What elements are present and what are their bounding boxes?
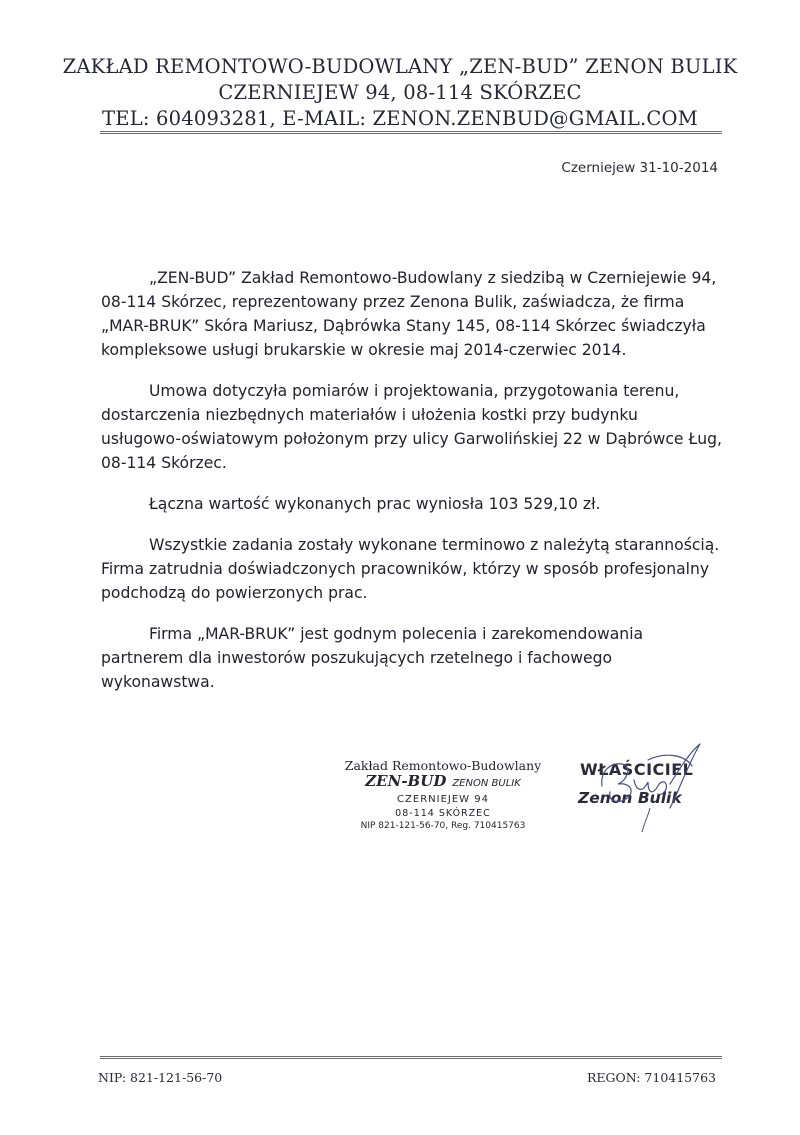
footer-divider <box>100 1056 722 1059</box>
paragraph-5 <box>101 622 727 694</box>
paragraph-line: Firma zatrudnia doświadczonych pracowników, którzy w sposób profesjonalny <box>101 560 710 578</box>
paragraph-line: „MAR-BRUK” Skóra Mariusz, Dąbrówka Stany 145, 08-114 Skórzec świadczyła <box>101 317 706 335</box>
paragraph-line: 08-114 Skórzec, reprezentowany przez Zenona Bulik, zaświadcza, że firma <box>101 293 685 311</box>
stamp-brand <box>338 773 548 792</box>
letterhead-address: CZERNIEJEW 94, 08-114 SKÓRZEC <box>218 81 582 104</box>
paragraph-line: wykonawstwa. <box>101 673 215 691</box>
stamp-line: 08-114 SKÓRZEC <box>395 808 491 819</box>
paragraph-line: Firma „MAR-BRUK” jest godnym polecenia i zarekomendowania <box>149 625 644 643</box>
document-date: Czerniejew 31-10-2014 <box>561 160 718 176</box>
handwritten-signature <box>588 738 718 838</box>
owner-title: WŁAŚCICIEL <box>580 760 694 779</box>
stamp-line: CZERNIEJEW 94 <box>397 794 489 805</box>
paragraph-line: usługowo-oświatowym położonym przy ulicy Garwolińskiej 22 w Dąbrówce Ług, <box>101 430 722 448</box>
stamp-brand-name: ZEN-BUD <box>365 772 447 790</box>
paragraph-line: Umowa dotyczyła pomiarów i projektowania, przygotowania terenu, <box>149 382 680 400</box>
company-stamp <box>338 758 548 832</box>
footer-regon: REGON: 710415763 <box>586 1070 716 1085</box>
stamp-line: NIP 821-121-56-70, Reg. 710415763 <box>360 821 526 831</box>
footer-nip: NIP: 821-121-56-70 <box>98 1070 223 1085</box>
letter-body <box>101 266 727 711</box>
letterhead <box>0 54 800 132</box>
letterhead-company-name: ZAKŁAD REMONTOWO-BUDOWLANY „ZEN-BUD” ZENON BULIK <box>62 55 738 78</box>
paragraph-2 <box>101 379 727 475</box>
owner-name: Zenon Bulik <box>578 789 682 807</box>
paragraph-line: Wszystkie zadania zostały wykonane terminowo z należytą starannością. <box>149 536 720 554</box>
paragraph-line: dostarczenia niezbędnych materiałów i ułożenia kostki przy budynku <box>101 406 638 424</box>
stamp-owner-name: ZENON BULIK <box>452 778 521 789</box>
paragraph-4 <box>101 533 727 605</box>
paragraph-line: „ZEN-BUD” Zakład Remontowo-Budowlany z siedzibą w Czerniejewie 94, <box>149 269 717 287</box>
paragraph-line: partnerem dla inwestorów poszukujących rzetelnego i fachowego <box>101 649 613 667</box>
paragraph-line: podchodzą do powierzonych prac. <box>101 584 368 602</box>
stamp-line: Zakład Remontowo-Budowlany <box>344 758 542 773</box>
paragraph-3 <box>101 492 727 516</box>
paragraph-line: 08-114 Skórzec. <box>101 454 227 472</box>
letterhead-contact: TEL: 604093281, E-MAIL: ZENON.ZENBUD@GMAIL.COM <box>102 107 698 130</box>
paragraph-1 <box>101 266 727 362</box>
header-divider <box>100 131 722 134</box>
paragraph-line: Łączna wartość wykonanych prac wyniosła 103 529,10 zł. <box>149 495 601 513</box>
paragraph-line: kompleksowe usługi brukarskie w okresie maj 2014-czerwiec 2014. <box>101 341 627 359</box>
